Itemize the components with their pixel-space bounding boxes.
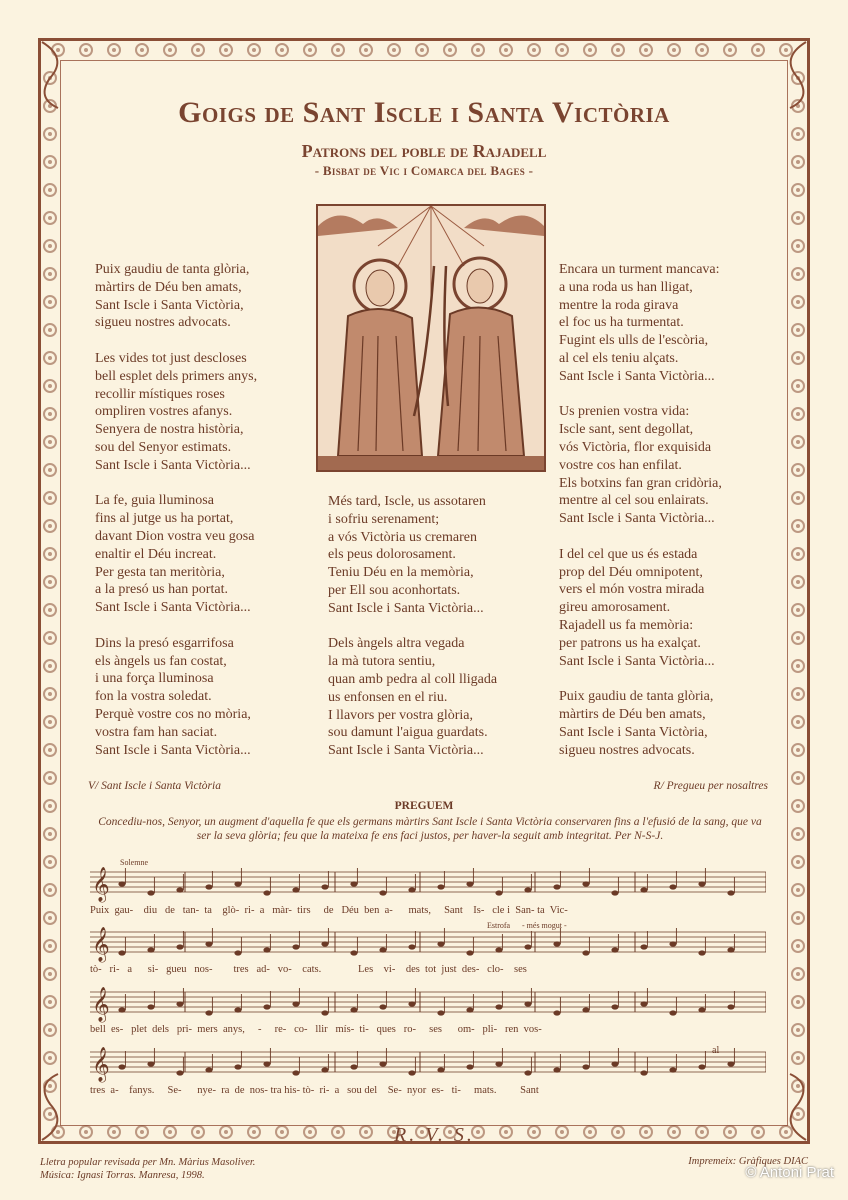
note-head xyxy=(640,944,647,949)
verse-line: els peus dolorosament. xyxy=(328,547,456,563)
verse-line: i una força lluminosa xyxy=(95,671,214,687)
note-head xyxy=(263,1061,270,1066)
note-head xyxy=(727,890,734,895)
verse-line: La fe, guia lluminosa xyxy=(95,493,214,509)
note-head xyxy=(379,890,386,895)
verse-line: Sant Iscle i Santa Victòria... xyxy=(95,742,251,758)
note-head xyxy=(553,1067,560,1072)
verse-line: al cel els teniu alçats. xyxy=(559,350,679,366)
note-head xyxy=(205,941,212,946)
note-head xyxy=(524,1070,531,1075)
note-head xyxy=(495,947,502,952)
note-head xyxy=(263,1004,270,1009)
note-head xyxy=(437,884,444,889)
note-head xyxy=(176,944,183,949)
note-head xyxy=(437,1067,444,1072)
verses-left-column xyxy=(95,261,257,759)
note-head xyxy=(234,1007,241,1012)
note-head xyxy=(698,1007,705,1012)
note-head xyxy=(466,1007,473,1012)
note-head xyxy=(698,1064,705,1069)
verse-line: Dels àngels altra vegada xyxy=(328,636,465,652)
music-lyrics-line-2: tò- ri- a si- gueu nos- tres ad- vo- cats. Les vi- des tot just des- clo- ses xyxy=(90,964,527,975)
note-head xyxy=(147,1061,154,1066)
verse-line: mentre la roda girava xyxy=(559,297,679,313)
note-head xyxy=(234,881,241,886)
verse-line: Sant Iscle i Santa Victòria... xyxy=(559,368,715,384)
tempo-solemne: Solemne xyxy=(120,858,148,867)
verse-line: gireu amorosament. xyxy=(559,600,671,616)
note-head xyxy=(118,881,125,886)
verse-line: Els botxins fan gran cridòria, xyxy=(559,475,722,491)
treble-clef-icon: 𝄞 xyxy=(92,868,110,901)
page-subtitle: Patrons del poble de Rajadell xyxy=(301,141,547,161)
note-head xyxy=(553,1010,560,1015)
verses-right-column xyxy=(559,261,722,759)
note-head xyxy=(292,1001,299,1006)
verse-line: màrtirs de Déu ben amats, xyxy=(95,279,242,295)
note-head xyxy=(582,881,589,886)
note-head xyxy=(176,887,183,892)
note-head xyxy=(350,950,357,955)
note-head xyxy=(582,1007,589,1012)
verse-line: Més tard, Iscle, us assotaren xyxy=(328,494,486,509)
treble-clef-icon: 𝄞 xyxy=(92,988,110,1021)
verse-line: a la presó us han portat. xyxy=(95,582,228,598)
note-head xyxy=(263,947,270,952)
note-head xyxy=(611,1061,618,1066)
saints-woodcut-image xyxy=(316,204,546,472)
verse-line: vostre cos han enfilat. xyxy=(559,457,682,473)
verse-line xyxy=(559,528,722,546)
note-head xyxy=(350,1064,357,1069)
note-head xyxy=(640,1001,647,1006)
note-head xyxy=(611,890,618,895)
verse-line: Puix gaudiu de tanta glòria, xyxy=(95,262,250,277)
note-head xyxy=(466,950,473,955)
lyrics-credit: Lletra popular revisada per Mn. Màrius Masoliver. xyxy=(40,1157,256,1168)
treble-clef-icon: 𝄞 xyxy=(92,1048,110,1081)
printer-credit: Impremeix: Gràfiques DIAC xyxy=(688,1156,808,1167)
page-title: Goigs de Sant Iscle i Santa Victòria xyxy=(178,96,670,129)
note-head xyxy=(176,1001,183,1006)
note-head xyxy=(379,947,386,952)
note-head xyxy=(147,1004,154,1009)
verse-line: Us prenien vostra vida: xyxy=(559,404,690,420)
verse-line: i sofriu serenament; xyxy=(328,511,440,527)
note-head xyxy=(118,1064,125,1069)
verse-line: els àngels us fan costat, xyxy=(95,653,227,669)
note-head xyxy=(408,944,415,949)
note-head xyxy=(234,1064,241,1069)
note-head xyxy=(118,1007,125,1012)
verse-line: ompliren vostres afanys. xyxy=(95,404,233,420)
verse-line: Sant Iscle i Santa Victòria, xyxy=(559,724,708,740)
note-head xyxy=(321,1010,328,1015)
verse-line: bell esplet dels primers anys, xyxy=(95,368,258,384)
note-head xyxy=(640,1070,647,1075)
verse-line: per Ell sou aconhortats. xyxy=(328,582,461,598)
note-head xyxy=(147,947,154,952)
note-head xyxy=(408,887,415,892)
verse-line: mentre al cel sou enlairats. xyxy=(559,493,709,509)
note-head xyxy=(205,1067,212,1072)
note-head xyxy=(524,887,531,892)
note-head xyxy=(350,881,357,886)
verse-line: a una roda us han lligat, xyxy=(559,279,693,295)
verse-line: us enfonsen en el riu. xyxy=(328,689,448,705)
verse-line: quan amb pedra al coll lligada xyxy=(328,671,498,687)
verse-line: Rajadell us fa memòria: xyxy=(559,617,694,633)
note-head xyxy=(321,941,328,946)
verse-line xyxy=(95,617,257,635)
verse-line: per patrons us ha exalçat. xyxy=(559,635,701,651)
note-head xyxy=(292,944,299,949)
verse-line: Sant Iscle i Santa Victòria... xyxy=(328,600,484,616)
note-head xyxy=(727,1004,734,1009)
verse-line: Dins la presó esgarrifosa xyxy=(95,635,234,651)
note-head xyxy=(524,1001,531,1006)
note-head xyxy=(205,1010,212,1015)
prayer-text: Concediu-nos, Senyor, un augment d'aquella fe que els germans màrtirs Sant Iscle i Santa Victòria conservaren fins a l'efusió de la sang, que va ser la seva glòria; feu que la mateixa fe ens faci justos, per haver-la seguit amb integritat. Per N-S-J. xyxy=(98,816,762,842)
verse-line: Perquè vostre cos no mòria, xyxy=(95,706,251,722)
dal-segno-label: al xyxy=(712,1045,720,1056)
verse-line: Senyera de nostra història, xyxy=(95,422,244,438)
note-head xyxy=(582,1064,589,1069)
note-head xyxy=(379,1004,386,1009)
verse-line: davant Dion vostra veu gosa xyxy=(95,528,255,544)
verse-line: sou damunt l'aigua guardats. xyxy=(328,725,488,741)
verse-line: la mà tutora sentiu, xyxy=(328,654,436,670)
verse-line xyxy=(95,332,257,350)
verse-line: sou del Senyor estimats. xyxy=(95,439,232,455)
verse-line: enaltir el Déu increat. xyxy=(95,546,217,562)
note-head xyxy=(118,950,125,955)
note-head xyxy=(553,884,560,889)
note-head xyxy=(147,890,154,895)
verse-line: Sant Iscle i Santa Victòria... xyxy=(559,511,715,527)
verse-line: Teniu Déu en la memòria, xyxy=(328,565,474,581)
note-head xyxy=(321,884,328,889)
note-head xyxy=(669,941,676,946)
verse-line: Per gesta tan meritòria, xyxy=(95,564,225,580)
verse-line: Sant Iscle i Santa Victòria... xyxy=(328,743,484,759)
verse-line: el foc us ha turmentat. xyxy=(559,315,684,331)
music-lyrics-line-1: Puix gau- diu de tan- ta glò- ri- a màr- tirs de Déu ben a- mats, Sant Is- cle i San- ta Vic- xyxy=(90,905,568,916)
watermark: © Antoni Prat xyxy=(745,1164,834,1181)
verse-line: Sant Iscle i Santa Victòria, xyxy=(95,297,244,313)
note-head xyxy=(611,1004,618,1009)
note-head xyxy=(379,1061,386,1066)
verse-line: Sant Iscle i Santa Victòria... xyxy=(95,457,251,473)
music-credit: Música: Ignasi Torras. Manresa, 1998. xyxy=(40,1170,205,1181)
note-head xyxy=(292,887,299,892)
verse-line: Iscle sant, sent degollat, xyxy=(559,422,694,438)
music-lyrics-line-3: bell es- plet dels pri- mers anys, - re- co- llir mís- ti- ques ro- ses om- pli- ren vos- xyxy=(90,1024,542,1035)
note-head xyxy=(321,1067,328,1072)
note-head xyxy=(495,890,502,895)
note-head xyxy=(611,947,618,952)
note-head xyxy=(466,1064,473,1069)
verse-line: Fugint els ulls de l'escòria, xyxy=(559,333,709,349)
verse-line xyxy=(559,386,722,404)
verse-line xyxy=(559,670,722,688)
verses-middle-column xyxy=(328,493,497,760)
verse-line: Sant Iscle i Santa Victòria... xyxy=(559,653,715,669)
verse-line: vers el món vostra mirada xyxy=(559,582,705,598)
verse-line xyxy=(95,475,257,493)
note-head xyxy=(466,881,473,886)
note-head xyxy=(669,1010,676,1015)
note-head xyxy=(727,1061,734,1066)
note-head xyxy=(292,1070,299,1075)
note-head xyxy=(176,1070,183,1075)
note-head xyxy=(727,947,734,952)
note-head xyxy=(698,950,705,955)
rvs-monogram: R. V. S. xyxy=(394,1124,475,1146)
treble-clef-icon: 𝄞 xyxy=(92,928,110,961)
verse-line: recollir místiques roses xyxy=(95,386,225,402)
response: R/ Pregueu per nosaltres xyxy=(653,780,768,792)
note-head xyxy=(263,890,270,895)
note-head xyxy=(234,950,241,955)
verse-line: vostra fam han saciat. xyxy=(95,724,218,740)
music-staves xyxy=(90,860,766,1090)
note-head xyxy=(350,1007,357,1012)
note-head xyxy=(640,887,647,892)
verse-line: vós Victòria, flor exquisida xyxy=(559,439,712,455)
verse-line: fon la vostra soledat. xyxy=(95,689,212,705)
music-lyrics-line-4: tres a- fanys. Se- nye- ra de nos- tra his- tò- ri- a sou del Se- nyor es- ti- mats. Sant xyxy=(90,1085,539,1096)
note-head xyxy=(669,1067,676,1072)
verse-line: I llavors per vostra glòria, xyxy=(328,707,474,723)
note-head xyxy=(495,1004,502,1009)
note-head xyxy=(495,1061,502,1066)
verse-line: sigueu nostres advocats. xyxy=(559,742,695,758)
note-head xyxy=(553,941,560,946)
verse-line: Puix gaudiu de tanta glòria, xyxy=(559,689,714,705)
note-head xyxy=(408,1070,415,1075)
note-head xyxy=(524,944,531,949)
note-head xyxy=(437,941,444,946)
verse-line: I del cel que us és estada xyxy=(559,546,698,562)
verse-line: prop del Déu omnipotent, xyxy=(559,564,703,580)
verse-line: Encara un turment mancava: xyxy=(559,262,720,277)
note-head xyxy=(582,950,589,955)
prayer-heading: PREGUEM xyxy=(394,800,454,812)
verse-line: Sant Iscle i Santa Victòria... xyxy=(95,600,251,616)
credits xyxy=(40,1156,255,1182)
note-head xyxy=(205,884,212,889)
diocese-line: - Bisbat de Vic i Comarca del Bages - xyxy=(314,163,534,178)
verse-line: sigueu nostres advocats. xyxy=(95,315,231,331)
note-head xyxy=(437,1010,444,1015)
verse-line: Les vides tot just descloses xyxy=(95,350,247,366)
verse-line: màrtirs de Déu ben amats, xyxy=(559,706,706,722)
versicle: V/ Sant Iscle i Santa Victòria xyxy=(88,780,221,792)
section-estrofa: Estrofa xyxy=(487,921,511,930)
verse-line: fins al jutge us ha portat, xyxy=(95,511,234,527)
note-head xyxy=(698,881,705,886)
note-head xyxy=(669,884,676,889)
note-head xyxy=(408,1001,415,1006)
verse-line: a vós Victòria us cremaren xyxy=(328,529,477,545)
tempo-mes-mogut: - més mogut - xyxy=(522,921,567,930)
verse-line xyxy=(328,618,497,636)
